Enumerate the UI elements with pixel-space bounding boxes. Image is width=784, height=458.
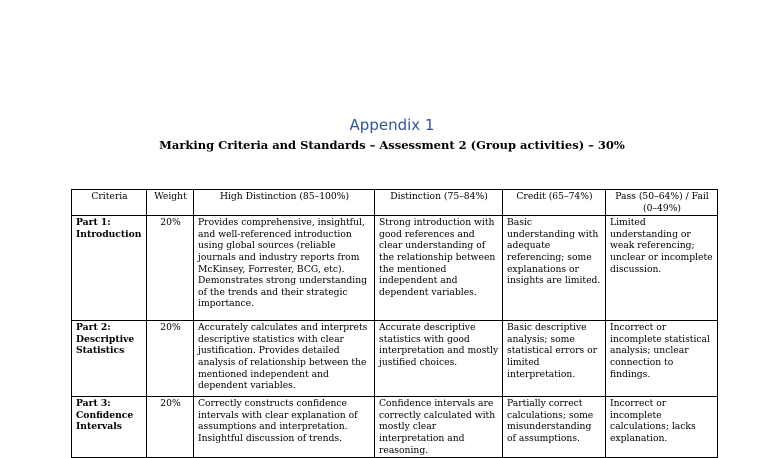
credit-cell: Basic descriptive analysis; some statistical errors or limited interpretation.: [503, 321, 606, 397]
table-row: [72, 397, 718, 458]
high-distinction-cell: Correctly constructs confidence intervals with clear explanation of assumptions and interpretation. Insightful discussion of trends.: [194, 397, 375, 458]
table-row: [72, 216, 718, 321]
table-header-row: [72, 190, 718, 216]
header-high-distinction: High Distinction (85–100%): [194, 190, 375, 216]
high-distinction-cell: Accurately calculates and interprets descriptive statistics with clear justification. Provides detailed analysis of relationship between the mentioned independent and dependent variables.: [194, 321, 375, 397]
distinction-cell: Strong introduction with good references and clear understanding of the relationship between the mentioned independent and dependent variables.: [375, 216, 503, 321]
header-criteria: Criteria: [72, 190, 147, 216]
distinction-cell: Confidence intervals are correctly calculated with mostly clear interpretation and reasoning.: [375, 397, 503, 458]
pass-fail-cell: Incorrect or incomplete calculations; lacks explanation.: [606, 397, 718, 458]
pass-fail-cell: Incorrect or incomplete statistical analysis; unclear connection to findings.: [606, 321, 718, 397]
criteria-cell: Part 2: Descriptive Statistics: [72, 321, 147, 397]
header-distinction: Distinction (75–84%): [375, 190, 503, 216]
weight-cell: 20%: [147, 216, 194, 321]
criteria-cell: Part 1: Introduction: [72, 216, 147, 321]
criteria-cell: Part 3: Confidence Intervals: [72, 397, 147, 458]
high-distinction-cell: Provides comprehensive, insightful, and well-referenced introduction using global sources (reliable journals and industry reports from McKinsey, Forrester, BCG, etc). Demonstrates strong understanding of the trends and their strategic importance.: [194, 216, 375, 321]
credit-cell: Basic understanding with adequate referencing; some explanations or insights are limited.: [503, 216, 606, 321]
header-weight: Weight: [147, 190, 194, 216]
weight-cell: 20%: [147, 321, 194, 397]
weight-cell: 20%: [147, 397, 194, 458]
marking-criteria-table: [71, 189, 718, 458]
credit-cell: Partially correct calculations; some misunderstanding of assumptions.: [503, 397, 606, 458]
header-pass-fail: Pass (50–64%) / Fail (0–49%): [606, 190, 718, 216]
pass-fail-cell: Limited understanding or weak referencing; unclear or incomplete discussion.: [606, 216, 718, 321]
header-credit: Credit (65–74%): [503, 190, 606, 216]
appendix-heading: Appendix 1: [349, 116, 435, 134]
distinction-cell: Accurate descriptive statistics with good interpretation and mostly justified choices.: [375, 321, 503, 397]
document-subtitle: Marking Criteria and Standards – Assessment 2 (Group activities) – 30%: [159, 138, 625, 152]
table-row: [72, 321, 718, 397]
